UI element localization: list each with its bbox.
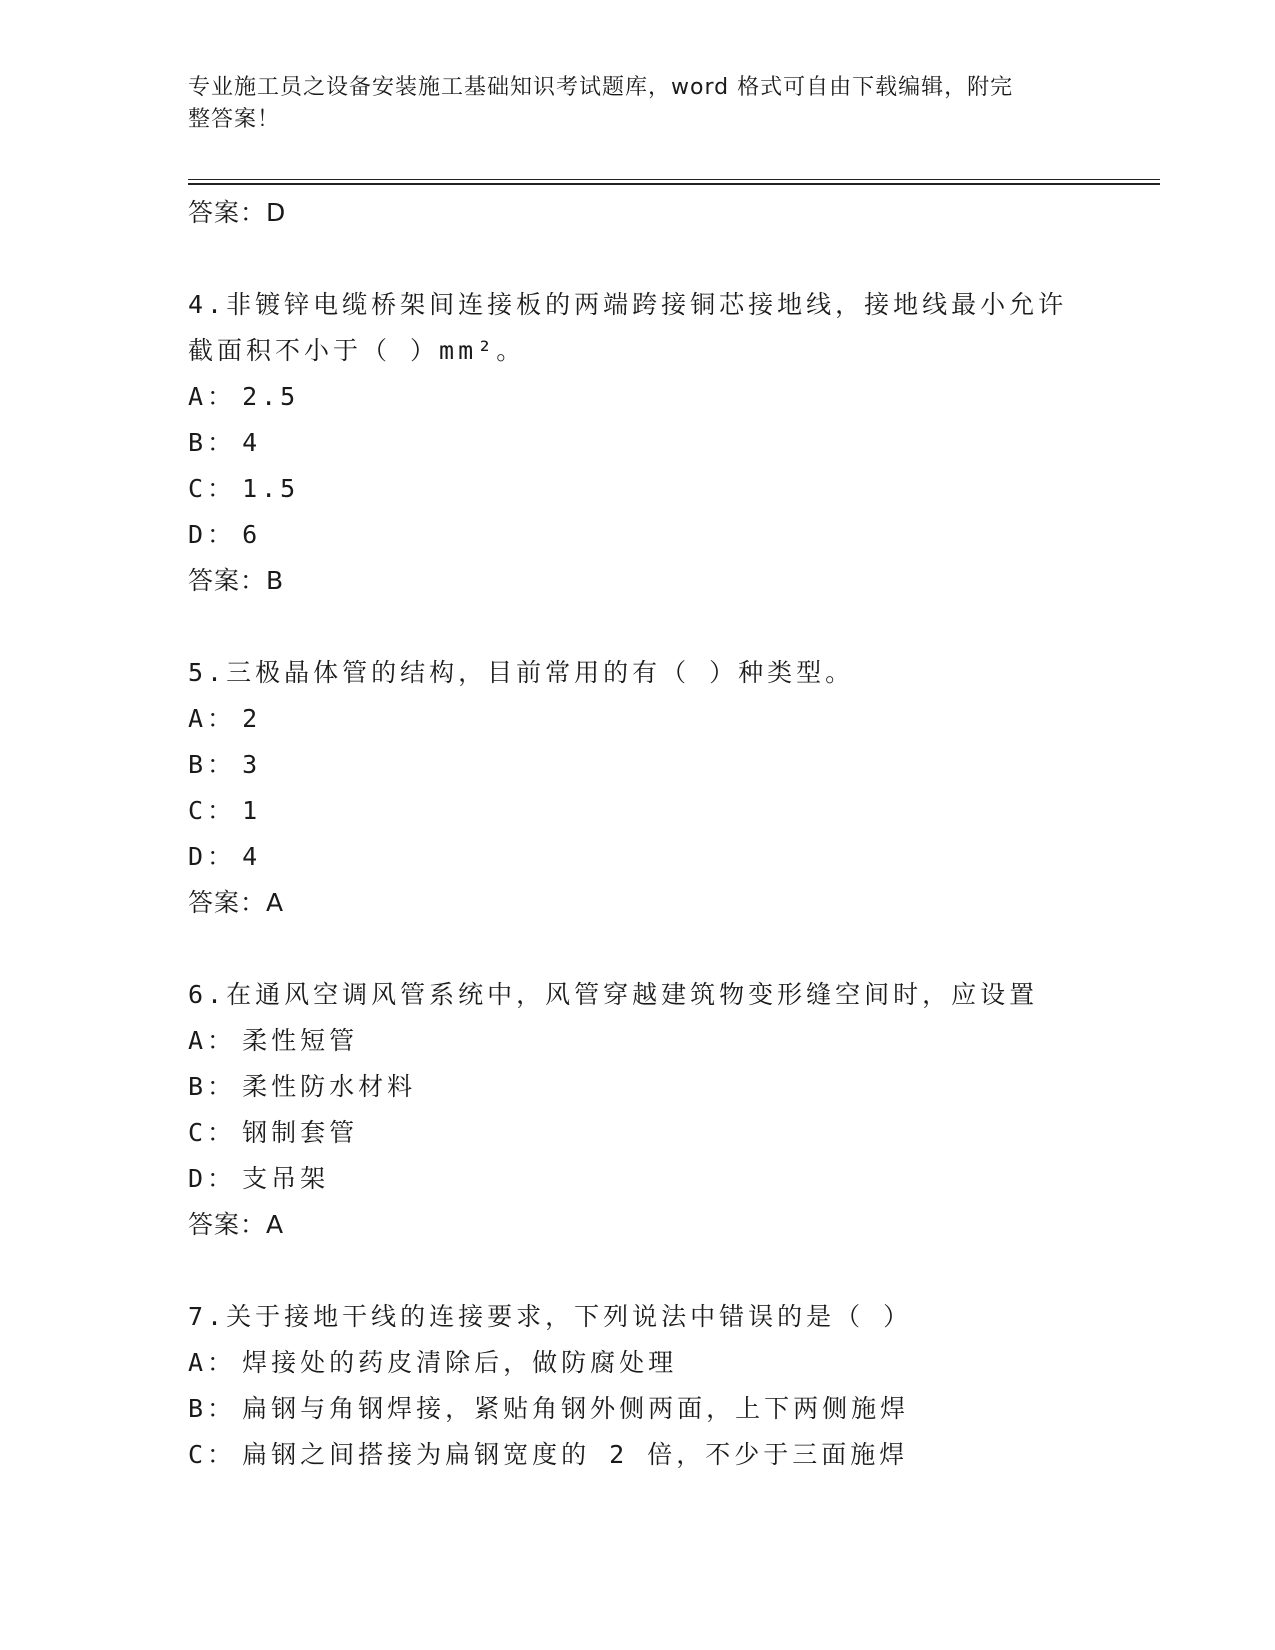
option-value: 1: [242, 796, 262, 825]
option-value: 1.5: [242, 474, 300, 503]
question-line: 6.在通风空调风管系统中，风管穿越建筑物变形缝空间时，应设置: [188, 980, 1039, 1009]
option-key: D：: [188, 842, 237, 871]
option-value: 6: [242, 520, 262, 549]
option-value: 4: [242, 842, 262, 871]
question-block: [188, 650, 1148, 926]
header-divider-thick: [188, 183, 1160, 185]
question-block: [188, 282, 1148, 604]
option-key: A：: [188, 1348, 237, 1377]
question-line: 4.非镀锌电缆桥架间连接板的两端跨接铜芯接地线，接地线最小允许: [188, 290, 1068, 319]
question-text: [188, 650, 1148, 696]
option-value: 扁钢与角钢焊接，紧贴角钢外侧两面，上下两侧施焊: [242, 1394, 910, 1423]
option-b: [188, 742, 1148, 788]
option-key: A：: [188, 704, 237, 733]
option-b: [188, 420, 1148, 466]
option-a: [188, 1018, 1148, 1064]
option-value: 钢制套管: [242, 1118, 359, 1147]
option-key: A：: [188, 1026, 237, 1055]
option-a: [188, 374, 1148, 420]
question-line: 7.关于接地干线的连接要求，下列说法中错误的是（ ）: [188, 1302, 913, 1331]
option-value: 2: [242, 704, 262, 733]
option-key: D：: [188, 1164, 237, 1193]
option-d: [188, 1156, 1148, 1202]
option-value: 柔性短管: [242, 1026, 359, 1055]
option-value: 柔性防水材料: [242, 1072, 417, 1101]
option-key: B：: [188, 750, 237, 779]
option-key: B：: [188, 1072, 237, 1101]
header-line-1: 专业施工员之设备安装施工基础知识考试题库，word 格式可自由下载编辑，附完: [188, 75, 1014, 100]
option-key: A：: [188, 382, 237, 411]
answer-label: 答案：B: [188, 566, 285, 595]
option-key: C：: [188, 796, 237, 825]
option-key: C：: [188, 1118, 237, 1147]
option-value: 2.5: [242, 382, 300, 411]
header-line-2: 整答案！: [188, 107, 281, 132]
answer-label: 答案：A: [188, 1210, 285, 1239]
option-c: [188, 1110, 1148, 1156]
option-value: 支吊架: [242, 1164, 330, 1193]
option-b: [188, 1386, 1148, 1432]
option-a: [188, 1340, 1148, 1386]
header-divider: [188, 179, 1160, 180]
option-d: [188, 512, 1148, 558]
question-text: [188, 972, 1148, 1018]
option-value: 扁钢之间搭接为扁钢宽度的 2 倍，不少于三面施焊: [242, 1440, 909, 1469]
option-key: C：: [188, 1440, 237, 1469]
option-c: [188, 466, 1148, 512]
question-text: [188, 282, 1148, 374]
option-key: B：: [188, 428, 237, 457]
question-block: [188, 1294, 1148, 1478]
option-key: B：: [188, 1394, 237, 1423]
option-b: [188, 1064, 1148, 1110]
question-list: [188, 190, 1148, 1478]
option-key: D：: [188, 520, 237, 549]
option-c: [188, 1432, 1148, 1478]
question-block: [188, 972, 1148, 1248]
option-value: 4: [242, 428, 262, 457]
option-key: C：: [188, 474, 237, 503]
option-value: 3: [242, 750, 262, 779]
option-c: [188, 788, 1148, 834]
option-value: 焊接处的药皮清除后，做防腐处理: [242, 1348, 678, 1377]
question-text: [188, 1294, 1148, 1340]
answer-label: 答案：D: [188, 198, 287, 227]
question-line: 5.三极晶体管的结构，目前常用的有（ ）种类型。: [188, 658, 855, 687]
answer-label: 答案：A: [188, 888, 285, 917]
document-header: [188, 72, 1088, 136]
question-line: 截面积不小于（ ）mm²。: [188, 336, 526, 365]
option-a: [188, 696, 1148, 742]
option-d: [188, 834, 1148, 880]
